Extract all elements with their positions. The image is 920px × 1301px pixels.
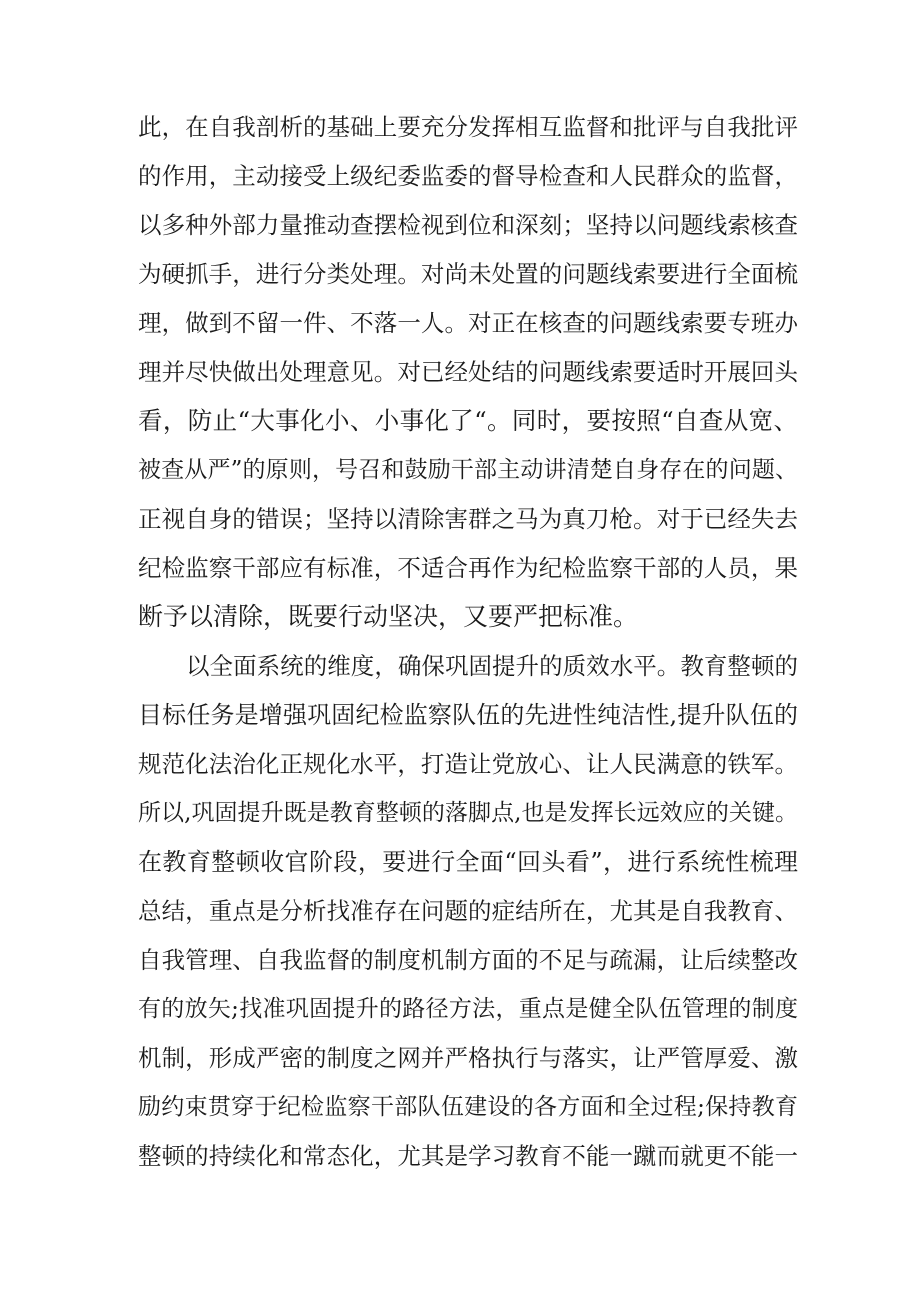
text-line: 自我管理、自我监督的制度机制方面的不足与疏漏，让后续整改 bbox=[138, 946, 798, 974]
text-line: 所以,巩固提升既是教育整顿的落脚点,也是发挥长远效应的关键。 bbox=[138, 800, 798, 826]
text-line: 以多种外部力量推动查摆检视到位和深刻；坚持以问题线索核查 bbox=[138, 211, 798, 239]
text-line: 的作用，主动接受上级纪委监委的督导检查和人民群众的监督， bbox=[138, 162, 798, 190]
text-line: 总结，重点是分析找准存在问题的症结所在，尤其是自我教育、 bbox=[138, 897, 798, 925]
text-line: 看，防止“大事化小、小事化了“。同时，要按照“自查从宽、 bbox=[138, 406, 798, 435]
text-line: 为硬抓手，进行分类处理。对尚未处置的问题线索要进行全面梳 bbox=[138, 260, 798, 288]
text-line: 在教育整顿收官阶段，要进行全面“回头看”，进行系统性梳理 bbox=[138, 848, 798, 876]
text-line: 整顿的持续化和常态化，尤其是学习教育不能一蹴而就更不能一 bbox=[138, 1142, 798, 1170]
text-line: 有的放矢;找准巩固提升的路径方法，重点是健全队伍管理的制度 bbox=[138, 996, 798, 1022]
text-line: 机制，形成严密的制度之网并严格执行与落实，让严管厚爱、激 bbox=[138, 1044, 798, 1072]
text-line: 被查从严”的原则，号召和鼓励干部主动讲清楚自身存在的问题、 bbox=[138, 457, 798, 483]
paragraph-first-line: 以全面系统的维度，确保巩固提升的质效水平。教育整顿的 bbox=[186, 652, 798, 680]
text-line: 纪检监察干部应有标准，不适合再作为纪检监察干部的人员，果 bbox=[138, 554, 798, 582]
text-line: 理并尽快做出处理意见。对已经处结的问题线索要适时开展回头 bbox=[138, 358, 798, 386]
text-line: 理，做到不留一件、不落一人。对正在核查的问题线索要专班办 bbox=[138, 309, 798, 337]
paragraph-last-line: 断予以清除，既要行动坚决，又要严把标准。 bbox=[138, 602, 639, 631]
text-line: 目标任务是增强巩固纪检监察队伍的先进性纯洁性,提升队伍的 bbox=[138, 701, 798, 729]
text-line: 励约束贯穿于纪检监察干部队伍建设的各方面和全过程;保持教育 bbox=[138, 1094, 798, 1120]
text-line: 正视自身的错误；坚持以清除害群之马为真刀枪。对于已经失去 bbox=[138, 505, 798, 533]
text-line: 此，在自我剖析的基础上要充分发挥相互监督和批评与自我批评 bbox=[138, 113, 798, 141]
text-line: 规范化法治化正规化水平，打造让党放心、让人民满意的铁军。 bbox=[138, 750, 798, 778]
